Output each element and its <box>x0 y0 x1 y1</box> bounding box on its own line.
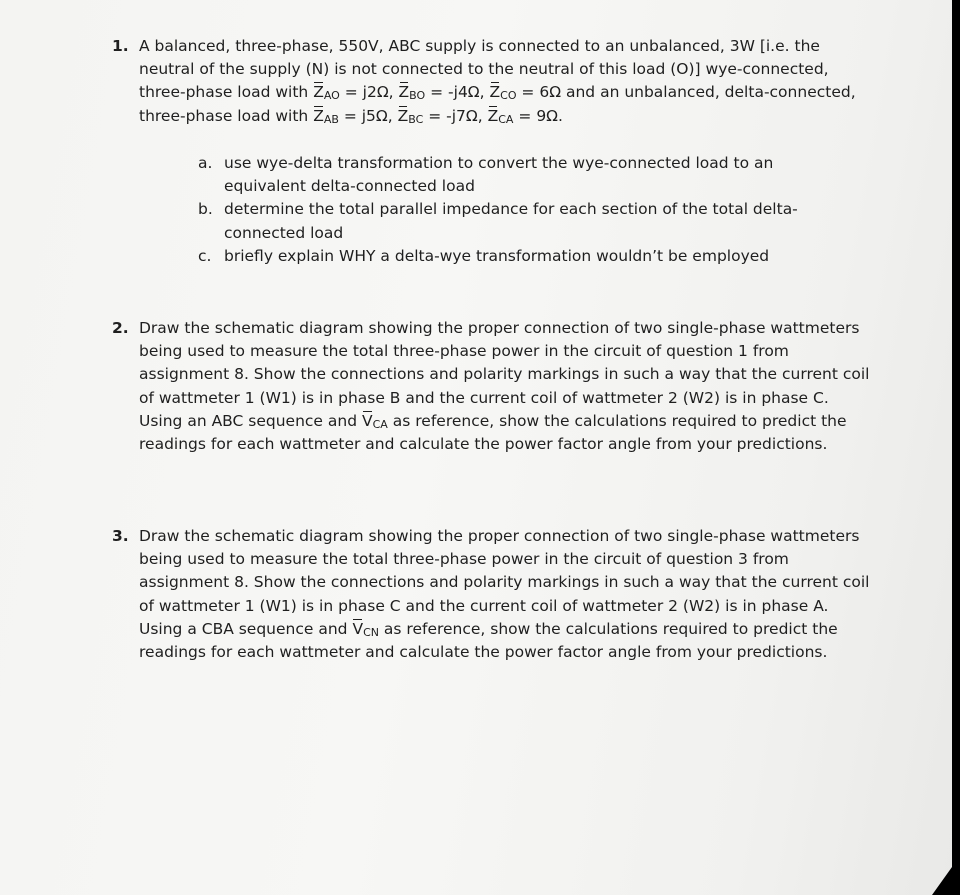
question-2 <box>112 317 872 456</box>
question-number: 3. <box>112 527 129 545</box>
question-3 <box>112 525 872 664</box>
part-text: use wye-delta transformation to convert the wye-connected load to an equivalent delta-connected load <box>224 154 774 196</box>
question-text <box>139 35 872 128</box>
impedance-bc: $Z_{BC} = -j7\Omega$, <box>398 107 483 125</box>
impedance-ao: $Z_{AO} = j2\Omega$, <box>313 83 393 101</box>
reference-phasor: $V_{CN}$ <box>352 620 379 638</box>
part-text: determine the total parallel impedance for each section of the total delta-connected load <box>224 200 798 242</box>
part-label: b. <box>198 200 213 219</box>
impedance-bo: $Z_{BO} = -j4\Omega$, <box>399 83 485 101</box>
question-number: 1. <box>112 37 129 55</box>
question-1-parts <box>198 152 818 268</box>
question-1-intro: A balanced, three-phase, 550V, ABC supply is connected to an unbalanced, 3W [i.e. the neutral of the supply (N) is not connected to the neutral of this load (O)] wye-connected, three-phase load with <box>139 37 829 102</box>
part-label: c. <box>198 246 212 265</box>
question-text: Draw the schematic diagram showing the proper connection of two single-phase wattmeters being used to measure the total three-phase power in the circuit of question 1 from assignment 8. Show the connections and polarity markings in such a way that the current coil of wattmeter 1 (W1) is in phase B and the current coil of wattmeter 2 (W2) is in phase C. Using an ABC sequence and $V_{CA}$ as reference, show the calculations required to predict the readings for each wattmeter and calculate the power factor angle from your predictions. <box>139 319 870 454</box>
reference-phasor: $V_{CA}$ <box>362 412 388 430</box>
part-c <box>198 245 818 268</box>
part-a <box>198 152 818 198</box>
question-1 <box>112 35 872 128</box>
question-1-middle: and an unbalanced, delta-connected, three-phase load with <box>139 83 856 125</box>
impedance-co: $Z_{CO} = 6\Omega$ <box>490 83 562 101</box>
question-number: 2. <box>112 319 129 337</box>
part-label: a. <box>198 154 213 172</box>
part-text: briefly explain WHY a delta-wye transformation wouldn’t be employed <box>224 246 770 265</box>
impedance-ca: $Z_{CA} = 9\Omega$. <box>488 107 563 125</box>
question-text: Draw the schematic diagram showing the proper connection of two single-phase wattmeters being used to measure the total three-phase power in the circuit of question 3 from assignment 8. Show the connections and polarity markings in such a way that the current coil of wattmeter 1 (W1) is in phase C and the current coil of wattmeter 2 (W2) is in phase A. Using a CBA sequence and $V_{CN}$ as reference, show the calculations required to predict the readings for each wattmeter and calculate the power factor angle from your predictions. <box>139 527 870 662</box>
part-b <box>198 198 818 244</box>
page-corner-shadow <box>932 867 952 895</box>
impedance-ab: $Z_{AB} = j5\Omega$, <box>313 107 393 125</box>
